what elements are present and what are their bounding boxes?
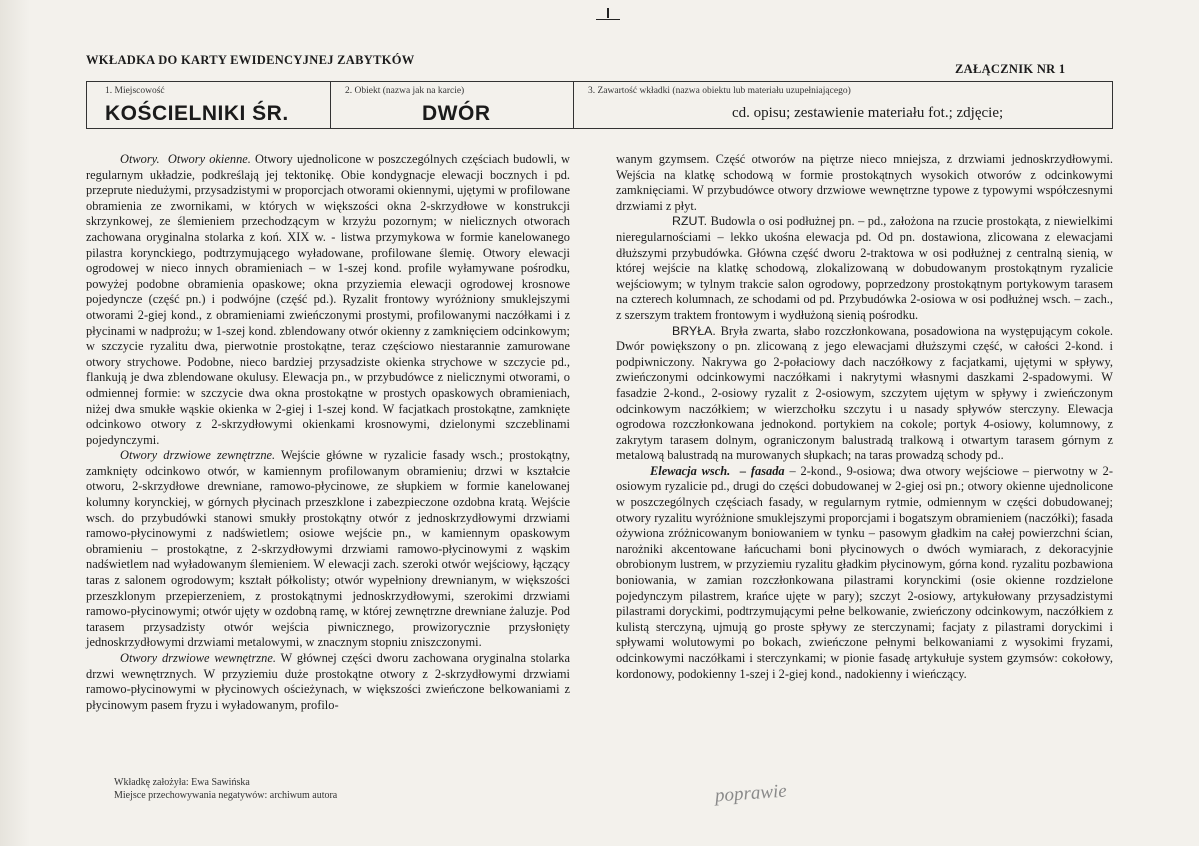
object-label: 2. Obiekt (nazwa jak na karcie) [345,86,465,96]
handwritten-note: poprawie [714,780,788,807]
place-value: KOŚCIELNIKI ŚR. [105,102,289,125]
field-place [86,81,330,129]
content-value: cd. opisu; zestawienie materiału fot.; zdjęcie; [732,105,1004,121]
annex-label: ZAŁĄCZNIK NR 1 [955,62,1066,76]
paragraph-doors-continued: wanym gzymsem. Część otworów na piętrze nieco mniejsza, z drzwiami jednoskrzydłowymi. Wejścia na klatkę schodową w formie prostokątnych wysokich otworów z odcinkowymi zamknięciami. W przybudówce otwory drzwiowe wewnętrzne typowe z typowymi współczesnymi drzwiami z płyt. [616,152,1113,213]
heading-interior-doors: Otwory drzwiowe wewnętrzne. [120,651,276,665]
text-exterior-doors: Wejście główne w ryzalicie fasady wsch.; prostokątny, zamknięty odcinkowo otwór, w kamiennym profilowanym obramieniu; drzwi w kształcie otworu, 2-skrzydłowe drewniane, ramowo-płycinowe, ze słupkiem w formie kanelowanej kolumny korynckiej, w górnych płycinach przeszklone i zabezpieczone ozdobna kratą. Wejście wsch. do przybudówki stanowi smukły prostokątny otwór z jednoskrzydłowymi drzwiami ramowo-płycinowymi z nadświetlem; osiowe wejście pn., w kamiennym opaskowym obramieniu – prostokątne, z 2-skrzydłowymi drzwiami ramowo-płycinowymi z wąskim nadświetlem nad wyładowanym ślemieniem. W elewacji zach. szeroki otwór wejściowy, łączący taras z salonem ogrodowym; kształt półkolisty; otwór wypełniony drewnianym, w większości przeszklonym przepierzeniem, z prostokątnymi jednoskrzydłowymi, szerokimi drzwiami ramowo-płycinowymi; otwór ujęty w ozdobną ramę, w której zewnętrzne drewniane żaluzje. Pod tarasem przysadzisty otwór wejścia piwnicznego, prowizorycznie przysłonięty jednoskrzydłowymi drzwiami metalowymi, w znacznym stopniu zniszczonymi. [86,448,570,650]
crop-mark [596,19,620,20]
heading-facade: – fasada [739,463,785,478]
object-value: DWÓR [422,102,491,125]
scan-edge-shadow [0,0,30,846]
text-mass: Bryła zwarta, słabo rozczłonkowana, posadowiona na występującym cokole. Dwór powiększony o pn. zlicowaną z jego elewacjami dłuższymi część, w całości 2-kond. i podpiwniczony. Nakrywa go 2-połaciowy dach naczółkowy z facjatkami, ujętymi w spływy, zwieńczonymi odcinkowymi naczółkami i nakrytymi własnymi daszkami 2-spadowymi. W fasadzie 2-kond., 2-osiowy ryzalit z 2-osiowym, szczytem ujętym w spływy i zwieńczonym odcinkowym naczółkiem; w wierzchołku szczytu i u nasady spływów sterczyny. Elewacja ogrodowa rozczłonkowana jednokond. portykiem na cokole; portyk 4-osiowy, kolumnowy, z zakrytym tarasem dolnym, ograniczonym balustradą tralkową i otwartym tarasem górnym z metalową balustradą na murowanych słupkach; na taras prowadzą schody pd.. [616,323,1113,463]
heading-plan: RZUT. [672,214,708,229]
paragraph-exterior-doors [86,448,570,651]
paragraph-interior-doors [86,651,570,713]
right-column [616,152,1113,682]
text-window-openings: Otwory ujednolicone w poszczególnych częściach budowli, w regularnym układzie, podkreślają jej tektonikę. Obie kondygnacje elewacji bocznych i pd. przeprute niedużymi, przysadzistymi w proporcjach otworami okiennymi, ujętymi w profilowane obramienia ze zwornikami, w których w większości okna 2-skrzydłowe w konstrukcji skrzynkowej, ze ślemieniem przechodzącym w krzyżu pozornym; w nielicznych otworach zachowana oryginalna stolarka z koń. XIX w. - listwa przymykowa w formie kanelowanego pilastra korynckiego, podtrzymującego wyładowane, profilowane ślemię. Otwory elewacji ogrodowej w nieco innych obramieniach – w 1-szej kond. profile wyłamywane pośrodku, powyżej podobne obramienia opaskowe; okna przyziemia elewacji ogrodowej krosnowe pojedyncze (część pn.) i podwójne (część pd.). Ryzalit frontowy wyróżniony smuklejszymi otworami 2-giej kond., z obramieniami zwieńczonymi prostymi, profilowanymi naczółkami i z płycinami w nadprożu; w 1-szej kond. zblendowany otwór okienny z zamknięciem odcinkowym; w szczycie ryzalitu dwa, pierwotnie prostokątne, teraz częściowo niestarannie zamurowane otwory strychowe. Podobne, nieco bardziej przysadziste okienka strychowe w szczycie pd., flankują je dwa zblendowane okulusy. Elewacja pn., w przybudówce z nielicznymi otworami, o odmiennej formie: w szczycie dwa okna prostokątne w prostych opaskowych obramieniach, niżej dwa smukłe wąskie okienka w 2-giej i 1-szej kond. W facjatkach prostokątne, zamknięte odcinkowo otwory z 2-skrzydłowymi okienkami krosnowymi, dzielonymi szczeblinami pojedynczymi. [86,152,570,447]
text-east-elevation: – 2-kond., 9-osiowa; dwa otwory wejściowe – pierwotny w 2-osiowym ryzalicie pd., drugi do części dobudowanej w 2-giej osi pn.; otwory okienne ujednolicone w poszczególnych częściach fasady, w regularnym rytmie, odmiennym w części dobudowanej; otwory ryzalitu wyróżnione smuklejszymi proporcjami i bogatszym obramieniem (naczółki); fasada ożywiona zróżnicowanym boniowaniem w tynku – pasowym gładkim na całej powierzchni ścian, narożniki akcentowane łańcuchami boni płycinowych o dwóch wymiarach, z dekoracyjnie obrobionym lustrem, w przyziemiu ryzalitu gładkim płycinowym, górna kond. ryzalitu pozbawiona boniowania, w zamian rozczłonkowana pilastrami korynckimi (osie okienne rozdzielone pojedynczym pilastrem, krańce ujęte w pary); szczyt 2-osiowy, artykułowany przysadzistymi pilastrami doryckimi, podtrzymującymi pełne belkowanie, zwieńczony odcinkowym, naczółkiem z kulistą sterczyną, ujmują go proste spływy ze sterczynami; facjaty z pilastrami doryckimi i spływami wolutowymi po bokach, zwieńczone pełnymi belkowaniami z wysokimi fryzami, odcinkowymi naczółkami i sterczynkami; w pionie fasadę artykułuje system gzymsów: cokołowy, kordonowy, podokienny 1-szej i 2-giej kond., nadokienny i wieńczący. [616,463,1113,681]
footer-author: Wkładkę założyła: Ewa Sawińska [114,777,250,788]
footer-negatives: Miejsce przechowywania negatywów: archiwum autora [114,790,338,801]
card-title: WKŁADKA DO KARTY EWIDENCYJNEJ ZABYTKÓW [86,53,415,67]
heading-window-openings: Otwory okienne. [167,152,251,166]
crop-mark [607,8,609,18]
field-object [330,81,573,129]
paragraph-mass [616,324,1113,464]
paragraph-east-elevation [616,464,1113,682]
field-content [573,81,1113,129]
heading-openings: Otwory. [120,152,160,166]
place-label: 1. Miejscowość [105,86,165,96]
left-column [86,152,570,713]
heading-mass: BRYŁA. [672,323,716,338]
paragraph-window-openings [86,152,570,448]
text-plan: Budowla o osi podłużnej pn. – pd., założona na rzucie prostokąta, z niewielkimi nieregularnościami – lekko ukośna elewacja pd. Od pn. dostawiona, zlicowana z elewacjami dłuższymi przybudówka. Główna część dworu 2-traktowa w osi podłużnej z centralną sienią, w której wejście na klatkę schodową, zlokalizowaną w dobudowanym prostokątnym ryzalicie wejściowym; w tylnym trakcie salon ogrodowy, poprzedzony prostokątnym portykowym tarasem na czterech kolumnach, ze schodami od pd. Przybudówka 2-osiowa w osi podłużnej wsch. – zach., z szerszym traktem frontowym i wydłużoną sienią pośrodku. [616,214,1113,322]
footer [114,776,337,802]
heading-east-elevation: Elewacja wsch. [650,463,731,478]
text-interior-doors: W głównej części dworu zachowana oryginalna stolarka drzwi wewnętrznych. W przyziemiu duże prostokątne otwory z 2-skrzydłowymi drzwiami ramowo-płycinowymi w płycinowych ościeżynach, w większości zwieńczone belkowaniami z płycinowym pasem fryzu i wyładowanym, profilo- [86,651,571,712]
content-label: 3. Zawartość wkładki (nazwa obiektu lub materiału uzupełniającego) [588,86,851,96]
heading-exterior-doors: Otwory drzwiowe zewnętrzne. [120,448,276,463]
paragraph-plan [616,214,1113,323]
